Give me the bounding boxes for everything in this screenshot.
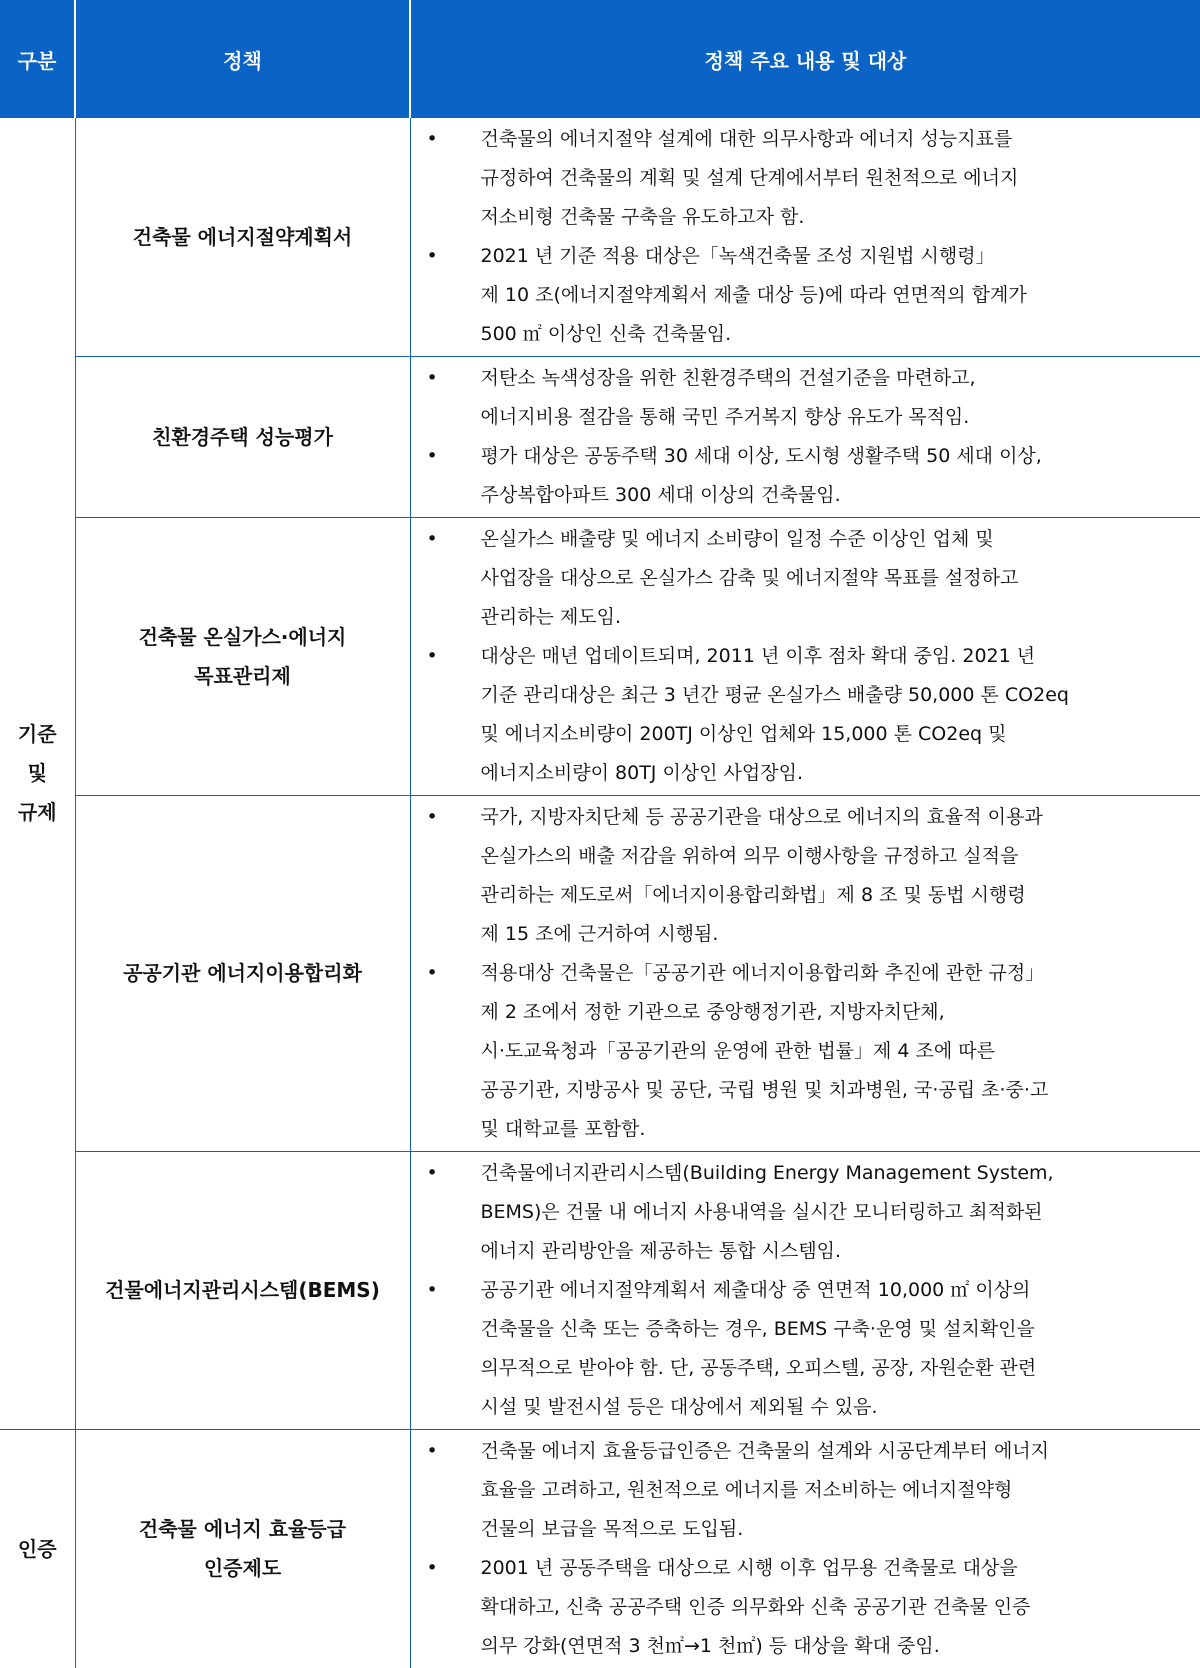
header-category: 구분 (0, 0, 75, 118)
category-line: 규제 (0, 793, 75, 832)
bullet-icon: • (427, 1432, 438, 1471)
policy-line: 건물에너지관리시스템(BEMS) (76, 1271, 410, 1310)
table-row (0, 357, 1200, 518)
header-row (0, 0, 1200, 118)
bullet-item (411, 520, 1189, 637)
table-row (0, 1152, 1200, 1430)
header-content: 정책 주요 내용 및 대상 (410, 0, 1200, 118)
text-line: 건축물 에너지 효율등급인증은 건축물의 설계와 시공단계부터 에너지 (481, 1432, 1189, 1471)
category-line: 인증 (0, 1530, 75, 1569)
bullet-icon: • (427, 1271, 438, 1310)
table-row (0, 796, 1200, 1152)
text-line: 공공기관 에너지절약계획서 제출대상 중 연면적 10,000 ㎡ 이상의 (481, 1271, 1189, 1310)
text-line: 공공기관, 지방공사 및 공단, 국립 병원 및 치과병원, 국·공립 초·중·고 (481, 1071, 1189, 1110)
text-line: 확대하고, 신축 공공주택 인증 의무화와 신축 공공기관 건축물 인증 (481, 1588, 1189, 1627)
policy-line: 인증제도 (76, 1549, 410, 1588)
text-line: 2021 년 기준 적용 대상은「녹색건축물 조성 지원법 시행령」 (481, 237, 1189, 276)
text-line: 온실가스 배출량 및 에너지 소비량이 일정 수준 이상인 업체 및 (481, 520, 1189, 559)
policy-content (410, 1152, 1200, 1430)
bullet-item (411, 798, 1189, 954)
policy-line: 공공기관 에너지이용합리화 (76, 954, 410, 993)
policy-line: 친환경주택 성능평가 (76, 418, 410, 457)
bullet-item (411, 1154, 1189, 1271)
policy-line: 건축물 에너지 효율등급 (76, 1510, 410, 1549)
table-row (0, 518, 1200, 796)
text-line: 및 대학교를 포함함. (481, 1110, 1189, 1149)
text-line: 에너지 관리방안을 제공하는 통합 시스템임. (481, 1232, 1189, 1271)
bullet-item (411, 237, 1189, 354)
bullet-icon: • (427, 359, 438, 398)
text-line: 온실가스의 배출 저감을 위하여 의무 이행사항을 규정하고 실적을 (481, 837, 1189, 876)
text-line: 효율을 고려하고, 원천적으로 에너지를 저소비하는 에너지절약형 (481, 1471, 1189, 1510)
header-policy: 정책 (75, 0, 410, 118)
table-row (0, 1430, 1200, 1668)
text-line: 건축물에너지관리시스템(Building Energy Management System, (481, 1154, 1189, 1193)
bullet-icon: • (427, 1154, 438, 1193)
bullet-icon: • (427, 520, 438, 559)
text-line: 500 ㎡ 이상인 신축 건축물임. (481, 315, 1189, 354)
bullet-icon: • (427, 237, 438, 276)
bullet-item (411, 359, 1189, 437)
category-certification (0, 1430, 75, 1668)
text-line: 주상복합아파트 300 세대 이상의 건축물임. (481, 476, 1189, 515)
text-line: 건축물을 신축 또는 증축하는 경우, BEMS 구축·운영 및 설치확인을 (481, 1310, 1189, 1349)
policy-content (410, 357, 1200, 518)
bullet-item (411, 1549, 1189, 1666)
text-line: 평가 대상은 공동주택 30 세대 이상, 도시형 생활주택 50 세대 이상, (481, 437, 1189, 476)
text-line: 제 2 조에서 정한 기관으로 중앙행정기관, 지방자치단체, (481, 993, 1189, 1032)
bullet-item (411, 1271, 1189, 1427)
bullet-icon: • (427, 637, 438, 676)
text-line: 저탄소 녹색성장을 위한 친환경주택의 건설기준을 마련하고, (481, 359, 1189, 398)
policy-name (75, 1430, 410, 1668)
text-line: 건축물의 에너지절약 설계에 대한 의무사항과 에너지 성능지표를 (481, 120, 1189, 159)
bullet-icon: • (427, 954, 438, 993)
bullet-icon: • (427, 437, 438, 476)
text-line: 관리하는 제도로써「에너지이용합리화법」제 8 조 및 동법 시행령 (481, 876, 1189, 915)
table-row (0, 118, 1200, 357)
text-line: 국가, 지방자치단체 등 공공기관을 대상으로 에너지의 효율적 이용과 (481, 798, 1189, 837)
text-line: 시·도교육청과「공공기관의 운영에 관한 법률」제 4 조에 따른 (481, 1032, 1189, 1071)
policy-name (75, 118, 410, 357)
policy-content (410, 518, 1200, 796)
text-line: 및 에너지소비량이 200TJ 이상인 업체와 15,000 톤 CO2eq 및 (481, 715, 1189, 754)
text-line: 규정하여 건축물의 계획 및 설계 단계에서부터 원천적으로 에너지 (481, 159, 1189, 198)
bullet-item (411, 954, 1189, 1149)
text-line: 제 10 조(에너지절약계획서 제출 대상 등)에 따라 연면적의 합계가 (481, 276, 1189, 315)
text-line: 에너지비용 절감을 통해 국민 주거복지 향상 유도가 목적임. (481, 398, 1189, 437)
policy-name (75, 796, 410, 1152)
bullet-icon: • (427, 798, 438, 837)
text-line: 저소비형 건축물 구축을 유도하고자 함. (481, 198, 1189, 237)
bullet-item (411, 1432, 1189, 1549)
text-line: 관리하는 제도임. (481, 598, 1189, 637)
bullet-item (411, 637, 1189, 793)
policy-content (410, 796, 1200, 1152)
text-line: 의무 강화(연면적 3 천㎡→1 천㎡) 등 대상을 확대 중임. (481, 1627, 1189, 1666)
text-line: BEMS)은 건물 내 에너지 사용내역을 실시간 모니터링하고 최적화된 (481, 1193, 1189, 1232)
policy-name (75, 518, 410, 796)
bullet-item (411, 120, 1189, 237)
policy-name (75, 1152, 410, 1430)
text-line: 기준 관리대상은 최근 3 년간 평균 온실가스 배출량 50,000 톤 CO2eq (481, 676, 1189, 715)
text-line: 대상은 매년 업데이트되며, 2011 년 이후 점차 확대 중임. 2021 년 (481, 637, 1189, 676)
category-line: 및 (0, 754, 75, 793)
category-standards (0, 118, 75, 1430)
policy-content (410, 118, 1200, 357)
policy-line: 목표관리제 (76, 657, 410, 696)
text-line: 의무적으로 받아야 함. 단, 공동주택, 오피스텔, 공장, 자원순환 관련 (481, 1349, 1189, 1388)
text-line: 사업장을 대상으로 온실가스 감축 및 에너지절약 목표를 설정하고 (481, 559, 1189, 598)
category-line: 기준 (0, 715, 75, 754)
text-line: 제 15 조에 근거하여 시행됨. (481, 915, 1189, 954)
bullet-icon: • (427, 1549, 438, 1588)
policy-name (75, 357, 410, 518)
policy-content (410, 1430, 1200, 1668)
text-line: 건물의 보급을 목적으로 도입됨. (481, 1510, 1189, 1549)
bullet-item (411, 437, 1189, 515)
bullet-icon: • (427, 120, 438, 159)
text-line: 시설 및 발전시설 등은 대상에서 제외될 수 있음. (481, 1388, 1189, 1427)
policy-line: 건축물 에너지절약계획서 (76, 218, 410, 257)
text-line: 에너지소비량이 80TJ 이상인 사업장임. (481, 754, 1189, 793)
policy-line: 건축물 온실가스·에너지 (76, 618, 410, 657)
text-line: 적용대상 건축물은「공공기관 에너지이용합리화 추진에 관한 규정」 (481, 954, 1189, 993)
text-line: 2001 년 공동주택을 대상으로 시행 이후 업무용 건축물로 대상을 (481, 1549, 1189, 1588)
